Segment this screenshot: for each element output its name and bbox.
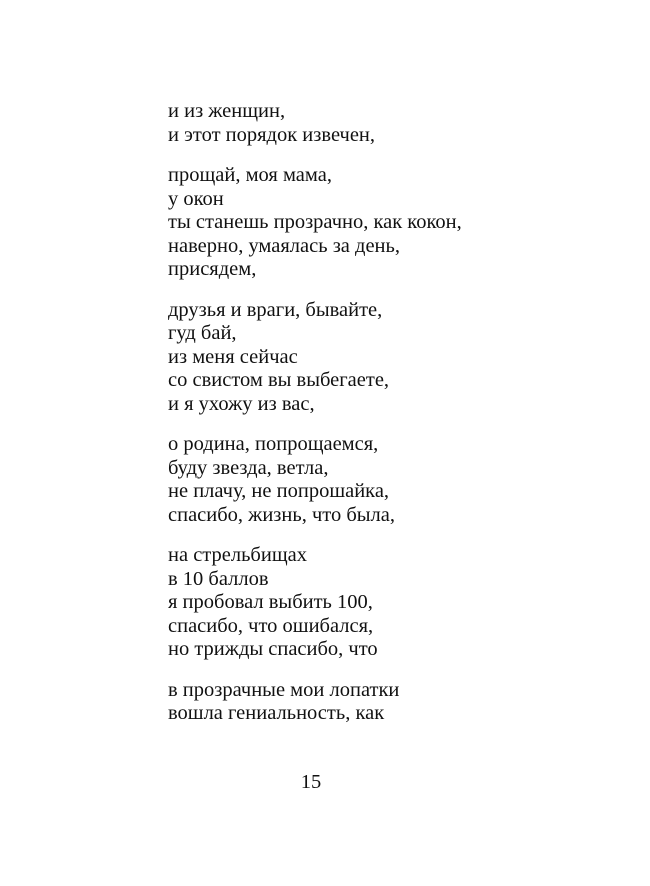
poem-line: и этот порядок извечен, [168, 123, 376, 146]
poem-line: со свистом вы выбегаете, [168, 369, 390, 391]
poem-line: на стрельбищах [168, 544, 307, 566]
poem-line: не плачу, не попрошайка, [168, 480, 390, 502]
poem-line: спасибо, жизнь, что была, [168, 503, 396, 526]
poem-line: о родина, попрощаемся, [168, 433, 379, 455]
poem-line: присядем, [168, 258, 257, 280]
stanza-5 [168, 544, 608, 662]
poem-line: гуд бай, [168, 322, 237, 344]
page-number: 15 [300, 771, 322, 793]
poem-line: у окон [168, 187, 224, 210]
poem-line: но трижды спасибо, что [168, 638, 378, 660]
stanza-4 [168, 433, 608, 527]
poem-line: из меня сейчас [168, 345, 298, 368]
stanza-2 [168, 164, 608, 282]
stanza-1 [168, 100, 608, 147]
poem-line: и из женщин, [168, 100, 286, 122]
poem-line: прощай, моя мама, [168, 164, 332, 186]
poem-line: в прозрачные мои лопатки [168, 678, 400, 701]
poem-line: в 10 баллов [168, 567, 269, 590]
poem-line: ты станешь прозрачно, как кокон, [168, 211, 462, 233]
stanza-3 [168, 299, 608, 417]
poem-line: спасибо, что ошибался, [168, 614, 374, 637]
poem-line: вошла гениальность, как [168, 702, 385, 724]
poem-line: я пробовал выбить 100, [168, 591, 373, 613]
poem-line: буду звезда, ветла, [168, 456, 329, 479]
poem-body [168, 100, 608, 743]
stanza-6 [168, 679, 608, 726]
poem-line: друзья и враги, бывайте, [168, 298, 383, 321]
poem-line: наверно, умаялась за день, [168, 234, 400, 257]
poem-line: и я ухожу из вас, [168, 392, 315, 415]
